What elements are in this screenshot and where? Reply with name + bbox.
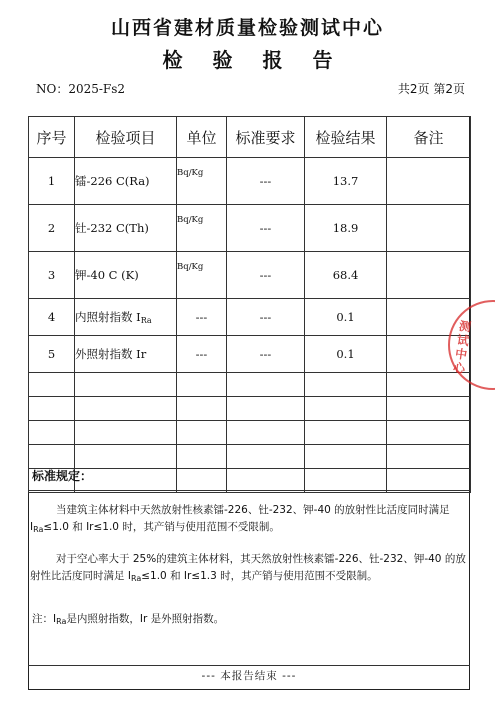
row-remark xyxy=(387,252,471,299)
section-divider xyxy=(28,490,470,491)
empty-row xyxy=(29,421,471,445)
report-number: NO：2025-Fs2 xyxy=(36,82,126,96)
empty-row xyxy=(29,373,471,397)
row-unit: --- xyxy=(177,336,227,373)
row-requirement: --- xyxy=(227,158,305,205)
row-result: 0.1 xyxy=(305,336,387,373)
row-item xyxy=(75,299,177,336)
para1-subscript: Ra xyxy=(33,525,44,534)
table-row xyxy=(29,299,471,336)
col-header-no: 序号 xyxy=(29,117,75,158)
row-requirement: --- xyxy=(227,299,305,336)
row-item: 镭-226 C(Ra) xyxy=(75,158,177,205)
col-header-requirement: 标准要求 xyxy=(227,117,305,158)
page-count: 共2页 第2页 xyxy=(397,82,465,96)
empty-row xyxy=(29,445,471,469)
row-remark xyxy=(387,158,471,205)
empty-row xyxy=(29,397,471,421)
para2-text-b: ≤1.0 和 Ir≤1.3 时，其产销与使用范围不受限制。 xyxy=(141,570,378,582)
row-result: 0.1 xyxy=(305,299,387,336)
note-text-a: 注：I xyxy=(32,613,57,625)
seal-text: 测试中心 xyxy=(452,318,472,377)
standard-note xyxy=(32,611,462,630)
table-row xyxy=(29,205,471,252)
row-no: 4 xyxy=(29,299,75,336)
row-item: 外照射指数 Ir xyxy=(75,336,177,373)
row-unit: Bq/Kg xyxy=(177,205,227,252)
note-text-b: 是内照射指数，Ir 是外照射指数。 xyxy=(66,613,225,625)
row-requirement: --- xyxy=(227,205,305,252)
note-subscript: Ra xyxy=(56,617,67,626)
row-item: 钍-232 C(Th) xyxy=(75,205,177,252)
para1-text-b: ≤1.0 和 Ir≤1.0 时，其产销与使用范围不受限制。 xyxy=(43,521,280,533)
row-requirement: --- xyxy=(227,252,305,299)
table-header-row xyxy=(29,117,471,158)
report-title: 检验报告 xyxy=(162,48,363,72)
col-header-item: 检验项目 xyxy=(75,117,177,158)
row-result: 18.9 xyxy=(305,205,387,252)
para1-text-a: 当建筑主体材料中天然放射性核素镭-226、钍-232、钾-40 的放射性比活度同时满足 I xyxy=(30,504,450,533)
standard-heading: 标准规定： xyxy=(32,469,93,483)
row-unit: Bq/Kg xyxy=(177,252,227,299)
row-result: 13.7 xyxy=(305,158,387,205)
report-end-text: --- 本报告结束 --- xyxy=(201,670,297,682)
col-header-remark: 备注 xyxy=(387,117,471,158)
standard-section xyxy=(30,468,466,626)
row-remark xyxy=(387,205,471,252)
para2-text-a: 对于空心率大于 25%的建筑主体材料，其天然放射性核素镭-226、钍-232、钾-40 的放射性比活度同时满足 I xyxy=(30,553,466,582)
row-no: 1 xyxy=(29,158,75,205)
row-result: 68.4 xyxy=(305,252,387,299)
row-no: 2 xyxy=(29,205,75,252)
row-item: 钾-40 C (K) xyxy=(75,252,177,299)
para2-subscript: Ra xyxy=(130,574,142,583)
row-no: 3 xyxy=(29,252,75,299)
end-divider xyxy=(28,665,470,666)
row-unit: --- xyxy=(177,299,227,336)
organization-name: 山西省建材质量检验测试中心 xyxy=(110,17,384,39)
row-no: 5 xyxy=(29,336,75,373)
standard-paragraph-1 xyxy=(30,502,466,538)
row-requirement: --- xyxy=(227,336,305,373)
table-row xyxy=(29,158,471,205)
row-item-text: 内照射指数 I xyxy=(75,310,141,324)
table-row xyxy=(29,336,471,373)
table-row xyxy=(29,252,471,299)
results-table xyxy=(28,116,471,493)
standard-paragraph-2 xyxy=(30,551,466,587)
col-header-unit: 单位 xyxy=(177,117,227,158)
row-unit: Bq/Kg xyxy=(177,158,227,205)
row-item-subscript: Ra xyxy=(140,316,152,325)
col-header-result: 检验结果 xyxy=(305,117,387,158)
